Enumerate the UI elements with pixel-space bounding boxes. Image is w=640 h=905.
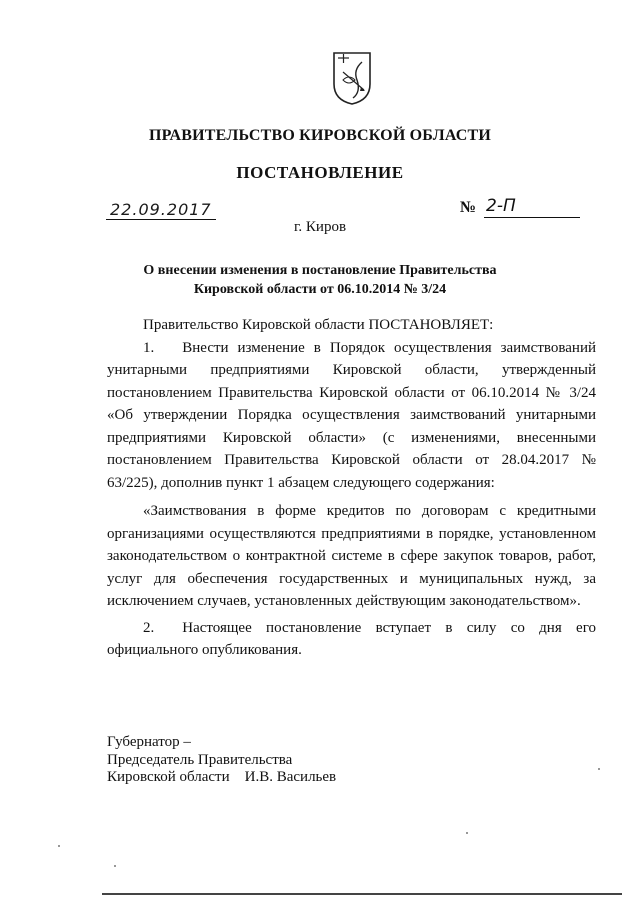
signature-org-line xyxy=(107,769,336,787)
intro-paragraph: Правительство Кировской области ПОСТАНОВЛЯЕТ: xyxy=(143,317,494,333)
government-title: ПРАВИТЕЛЬСТВО КИРОВСКОЙ ОБЛАСТИ xyxy=(148,127,492,144)
item-2-number: 2. xyxy=(143,619,155,636)
signature-block xyxy=(107,734,336,787)
scan-speck xyxy=(466,832,468,834)
signature-org: Кировской области xyxy=(107,769,230,785)
heading-line-1: О внесении изменения в постановление Правительства xyxy=(143,263,497,278)
heading-line-2: Кировской области от 06.10.2014 № 3/24 xyxy=(193,282,447,297)
item-2-paragraph xyxy=(107,617,596,662)
document-number: 2-П xyxy=(486,196,516,216)
scan-speck xyxy=(114,865,116,867)
item-1-paragraph xyxy=(107,337,596,495)
bottom-rule xyxy=(102,893,622,895)
quote-paragraph: «Заимствования в форме кредитов по договорам с кредитными организациями осуществляются предприятиями в порядке, установленном законодательством о контрактной системе в сфере закупок товаров, работ, услуг для обеспечения государственных и муниципальных нужд, за исключением случаев, установленных действующим законодательством». xyxy=(107,503,596,609)
item-2-text: Настоящее постановление вступает в силу со дня его официального опубликования. xyxy=(107,619,596,658)
signature-title: Губернатор – xyxy=(107,734,191,750)
scan-speck xyxy=(58,845,60,847)
signature-name: И.В. Васильев xyxy=(244,769,337,785)
document-heading xyxy=(120,261,520,299)
document-body xyxy=(107,314,596,662)
document-number-label: № xyxy=(460,199,477,216)
scan-speck xyxy=(598,768,600,770)
kirov-coat-of-arms-icon xyxy=(331,50,373,106)
document-type: ПОСТАНОВЛЕНИЕ xyxy=(236,163,404,182)
item-1-number: 1. xyxy=(143,339,155,356)
document-date: 22.09.2017 xyxy=(110,200,212,219)
city: г. Киров xyxy=(293,219,347,235)
signature-position: Председатель Правительства xyxy=(107,751,293,768)
item-1-text: Внести изменение в Порядок осуществления заимствований унитарными предприятиями Кировской области, утвержденный постановлением Правительства Кировской области от 06.10.2014 № 3/24 «Об утверждении Порядка осуществления заимствований унитарными предприятиями Кировской области» (с изменениями, внесенными постановлением Правительства Кировской области от 28.04.2017 № 63/225), дополнив пункт 1 абзацем следующего содержания: xyxy=(107,339,596,491)
number-underline xyxy=(484,217,580,218)
